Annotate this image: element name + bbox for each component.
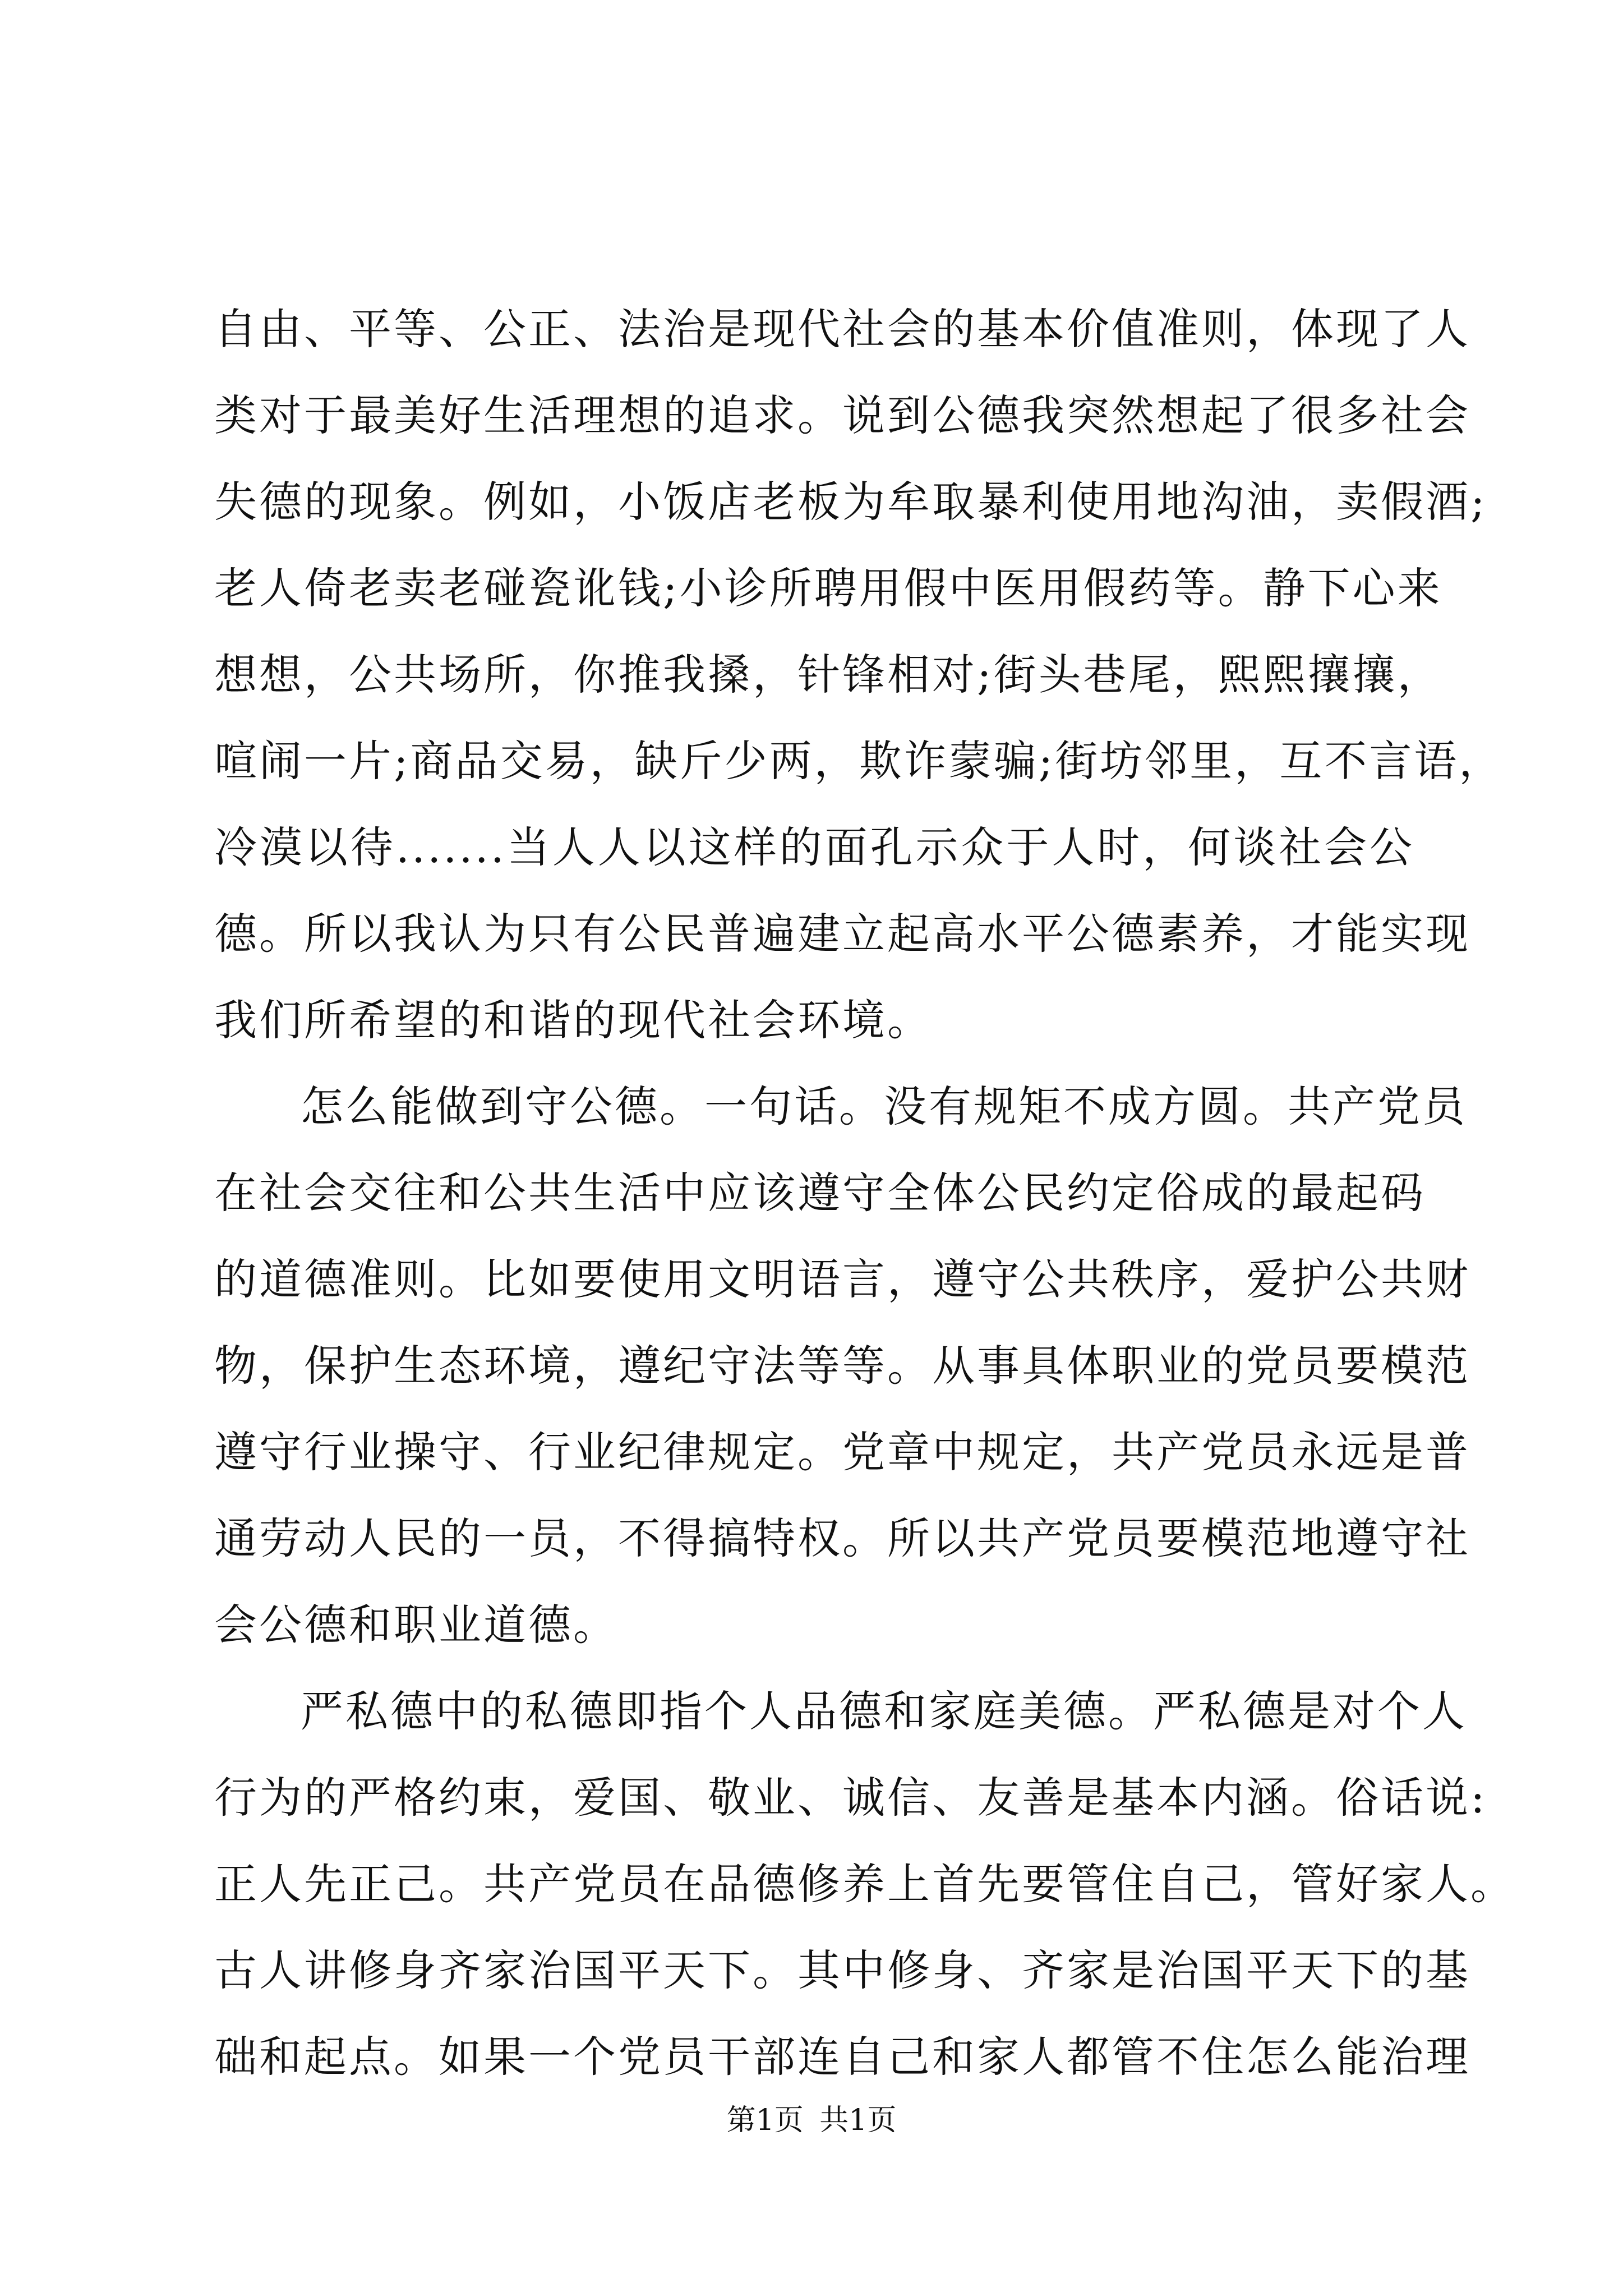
text-line: 冷漠以待.......当人人以这样的面孔示众于人时，何谈社会公 xyxy=(214,822,1414,872)
text-line: 的道德准则。比如要使用文明语言，遵守公共秩序，爱护公共财 xyxy=(214,1254,1470,1304)
text-line: 老人倚老卖老碰瓷讹钱;小诊所聘用假中医用假药等。静下心来 xyxy=(214,563,1442,613)
text-line: 正人先正己。共产党员在品德修养上首先要管住自己，管好家人。 xyxy=(214,1859,1515,1909)
page-total: 共1页 xyxy=(819,2104,897,2137)
text-line: 在社会交往和公共生活中应该遵守全体公民约定俗成的最起码 xyxy=(214,1168,1426,1218)
text-line: 自由、平等、公正、法治是现代社会的基本价值准则，体现了人 xyxy=(214,304,1470,354)
text-line: 喧闹一片;商品交易，缺斤少两，欺诈蒙骗;街坊邻里，互不言语， xyxy=(214,736,1504,786)
page-footer xyxy=(0,2098,1623,2143)
text-line: 通劳动人民的一员，不得搞特权。所以共产党员要模范地遵守社 xyxy=(214,1513,1470,1563)
text-line: 我们所希望的和谐的现代社会环境。 xyxy=(214,995,932,1045)
text-line: 物，保护生态环境，遵纪守法等等。从事具体职业的党员要模范 xyxy=(214,1341,1470,1391)
text-line: 德。所以我认为只有公民普遍建立起高水平公德素养，才能实现 xyxy=(214,909,1470,959)
text-line: 想想，公共场所，你推我搡，针锋相对;街头巷尾，熙熙攘攘， xyxy=(214,650,1442,700)
text-line: 怎么能做到守公德。一句话。没有规矩不成方圆。共产党员 xyxy=(301,1082,1467,1131)
text-line: 类对于最美好生活理想的追求。说到公德我突然想起了很多社会 xyxy=(214,390,1470,440)
text-line: 础和起点。如果一个党员干部连自己和家人都管不住怎么能治理 xyxy=(214,2032,1470,2082)
text-line: 行为的严格约束，爱国、敬业、诚信、友善是基本内涵。俗话说: xyxy=(214,1773,1487,1823)
page-number: 第1页 xyxy=(726,2104,804,2137)
text-line: 失德的现象。例如，小饭店老板为牟取暴利使用地沟油，卖假酒; xyxy=(214,477,1487,527)
text-line: 会公德和职业道德。 xyxy=(214,1600,618,1650)
text-line: 遵守行业操守、行业纪律规定。党章中规定，共产党员永远是普 xyxy=(214,1427,1470,1477)
body-text xyxy=(214,286,1515,2100)
text-line: 古人讲修身齐家治国平天下。其中修身、齐家是治国平天下的基 xyxy=(214,1945,1470,1995)
text-line: 严私德中的私德即指个人品德和家庭美德。严私德是对个人 xyxy=(301,1686,1467,1736)
